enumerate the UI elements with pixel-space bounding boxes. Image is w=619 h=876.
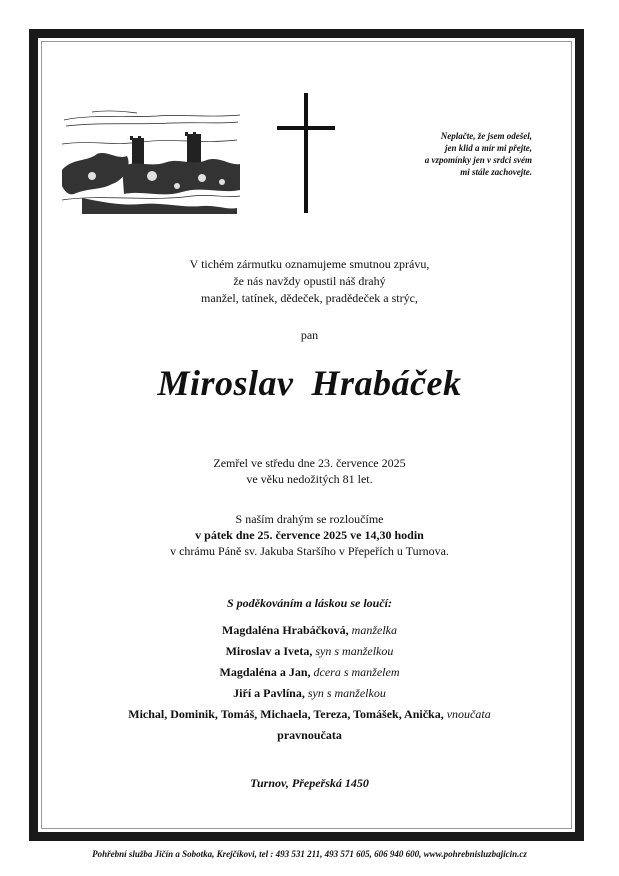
mourner-relation: manželka — [351, 623, 397, 637]
title-word: pan — [300, 328, 319, 342]
mourner-row — [0, 725, 619, 746]
address: Turnov, Přepeřská 1450 — [250, 776, 369, 790]
castle-landscape-image — [62, 110, 242, 218]
funeral-info — [0, 511, 619, 559]
mourner-relation: syn s manželkou — [307, 686, 386, 700]
mourner-row — [0, 683, 619, 704]
mourner-names: Michal, Dominik, Tomáš, Michaela, Tereza, Tomášek, Anička, — [128, 707, 444, 721]
mourner-relation: dcera s manželem — [313, 665, 400, 679]
poem-line: jen klid a mír mi přejte, — [445, 143, 532, 153]
poem-line: Neplačte, že jsem odešel, — [440, 131, 532, 141]
funeral-service-footer: Pohřební služba Jičín a Sobotka, Krejčíkovi, tel : 493 531 211, 493 571 605, 606 940 600, www.pohrebnisluzbajicin.cz — [92, 849, 527, 859]
mourner-relation: vnoučata — [446, 707, 491, 721]
funeral-line: S naším drahým se rozloučíme — [235, 512, 384, 526]
mourner-row — [0, 641, 619, 662]
mourner-row — [0, 662, 619, 683]
mourner-names: Miroslav a Iveta, — [225, 644, 313, 658]
deceased-name — [0, 362, 619, 404]
poem — [372, 130, 532, 178]
death-line: Zemřel ve středu dne 23. července 2025 — [213, 456, 406, 470]
mourner-names: pravnoučata — [277, 728, 342, 742]
funeral-date: v pátek dne 25. července 2025 ve 14,30 hodin — [195, 528, 424, 542]
first-name: Miroslav — [157, 363, 294, 403]
mourner-relation: syn s manželkou — [315, 644, 394, 658]
announcement-line: že nás navždy opustil náš drahý — [233, 274, 386, 288]
announcement-line: manžel, tatínek, dědeček, pradědeček a strýc, — [201, 291, 418, 305]
mourner-names: Magdaléna Hrabáčková, — [222, 623, 349, 637]
death-line: ve věku nedožitých 81 let. — [246, 472, 373, 486]
farewell-heading: S poděkováním a láskou se loučí: — [226, 596, 392, 610]
announcement-text — [0, 256, 619, 307]
cross-icon — [277, 93, 335, 213]
mourner-row — [0, 704, 619, 725]
last-name: Hrabáček — [311, 363, 462, 403]
announcement-line: V tichém zármutku oznamujeme smutnou zprávu, — [189, 257, 430, 271]
funeral-place: v chrámu Páně sv. Jakuba Staršího v Přepeřích u Turnova. — [170, 544, 449, 558]
mourner-names: Jiří a Pavlína, — [233, 686, 305, 700]
poem-line: mi stále zachovejte. — [460, 167, 532, 177]
mourner-names: Magdaléna a Jan, — [219, 665, 311, 679]
mourners-list — [0, 620, 619, 746]
death-info — [0, 455, 619, 487]
mourner-row — [0, 620, 619, 641]
poem-line: a vzpomínky jen v srdci svém — [424, 155, 532, 165]
